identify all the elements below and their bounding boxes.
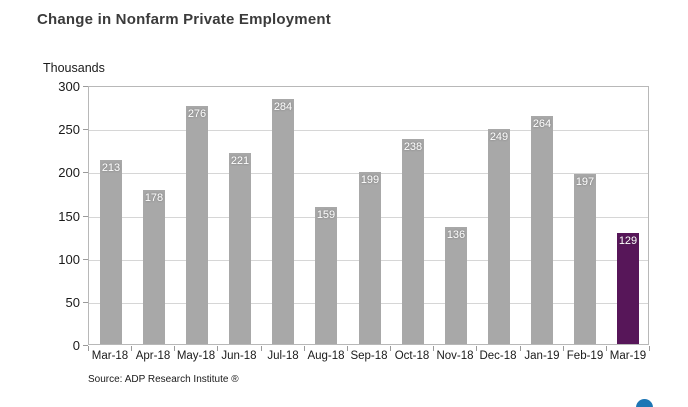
y-axis-tick-mark [83, 172, 88, 173]
bar-value-label: 249 [489, 131, 509, 143]
bar-value-label: 178 [144, 192, 164, 204]
bar-value-label: 284 [273, 101, 293, 113]
bar-Mar-19 [617, 233, 639, 344]
x-axis-tick-label: Nov-18 [436, 350, 474, 362]
bar-Jul-18 [272, 99, 294, 344]
x-axis-tick-label: Aug-18 [307, 350, 345, 362]
bar-Aug-18 [315, 207, 337, 344]
y-axis-tick-label: 150 [58, 209, 80, 224]
bar-value-label: 238 [403, 141, 423, 153]
bar-Mar-18 [100, 160, 122, 344]
x-axis-tick-label: Dec-18 [479, 350, 517, 362]
bar-value-label: 199 [360, 174, 380, 186]
x-axis-tick-label: Sep-18 [350, 350, 388, 362]
y-axis-tick-mark [83, 86, 88, 87]
chart-title: Change in Nonfarm Private Employment [37, 11, 331, 28]
x-axis-tick-label: Jul-18 [267, 350, 299, 362]
bar-value-label: 136 [446, 229, 466, 241]
x-axis-tick-label: Mar-18 [91, 350, 129, 362]
bar-Oct-18 [402, 139, 424, 344]
bar-May-18 [186, 106, 208, 344]
bar-value-label: 264 [532, 118, 552, 130]
bar-value-label: 129 [618, 235, 638, 247]
source-note: Source: ADP Research Institute ® [88, 374, 239, 385]
x-axis-tick-label: Oct-18 [394, 350, 430, 362]
plot-area [88, 86, 649, 345]
bar-value-label: 197 [575, 176, 595, 188]
y-axis-tick-label: 50 [65, 295, 80, 310]
bar-value-label: 213 [101, 162, 121, 174]
x-axis-tick-label: Jun-18 [221, 350, 257, 362]
bar-Jun-18 [229, 153, 251, 344]
y-axis-tick-mark [83, 129, 88, 130]
y-axis-tick-label: 0 [72, 338, 80, 353]
gridline [89, 130, 648, 131]
bar-Nov-18 [445, 227, 467, 344]
y-axis-tick-label: 200 [58, 165, 80, 180]
x-axis-tick-label: May-18 [176, 350, 216, 362]
bar-Dec-18 [488, 129, 510, 344]
y-axis-tick-label: 300 [58, 79, 80, 94]
y-axis-tick-mark [83, 259, 88, 260]
y-axis-tick-label: 250 [58, 122, 80, 137]
x-axis-tick-label: Feb-19 [566, 350, 604, 362]
x-axis-tick-label: Mar-19 [609, 350, 647, 362]
bar-Sep-18 [359, 172, 381, 344]
partial-logo-circle-icon [636, 399, 653, 407]
bar-Feb-19 [574, 174, 596, 344]
bar-Apr-18 [143, 190, 165, 344]
bar-Jan-19 [531, 116, 553, 344]
bar-value-label: 276 [187, 108, 207, 120]
y-axis-tick-mark [83, 302, 88, 303]
bar-value-label: 159 [316, 209, 336, 221]
y-axis-tick-mark [83, 216, 88, 217]
x-axis-tick-label: Jan-19 [524, 350, 560, 362]
x-axis-tick-label: Apr-18 [135, 350, 171, 362]
y-axis-units-label: Thousands [43, 61, 105, 75]
y-axis-tick-label: 100 [58, 252, 80, 267]
bar-value-label: 221 [230, 155, 250, 167]
